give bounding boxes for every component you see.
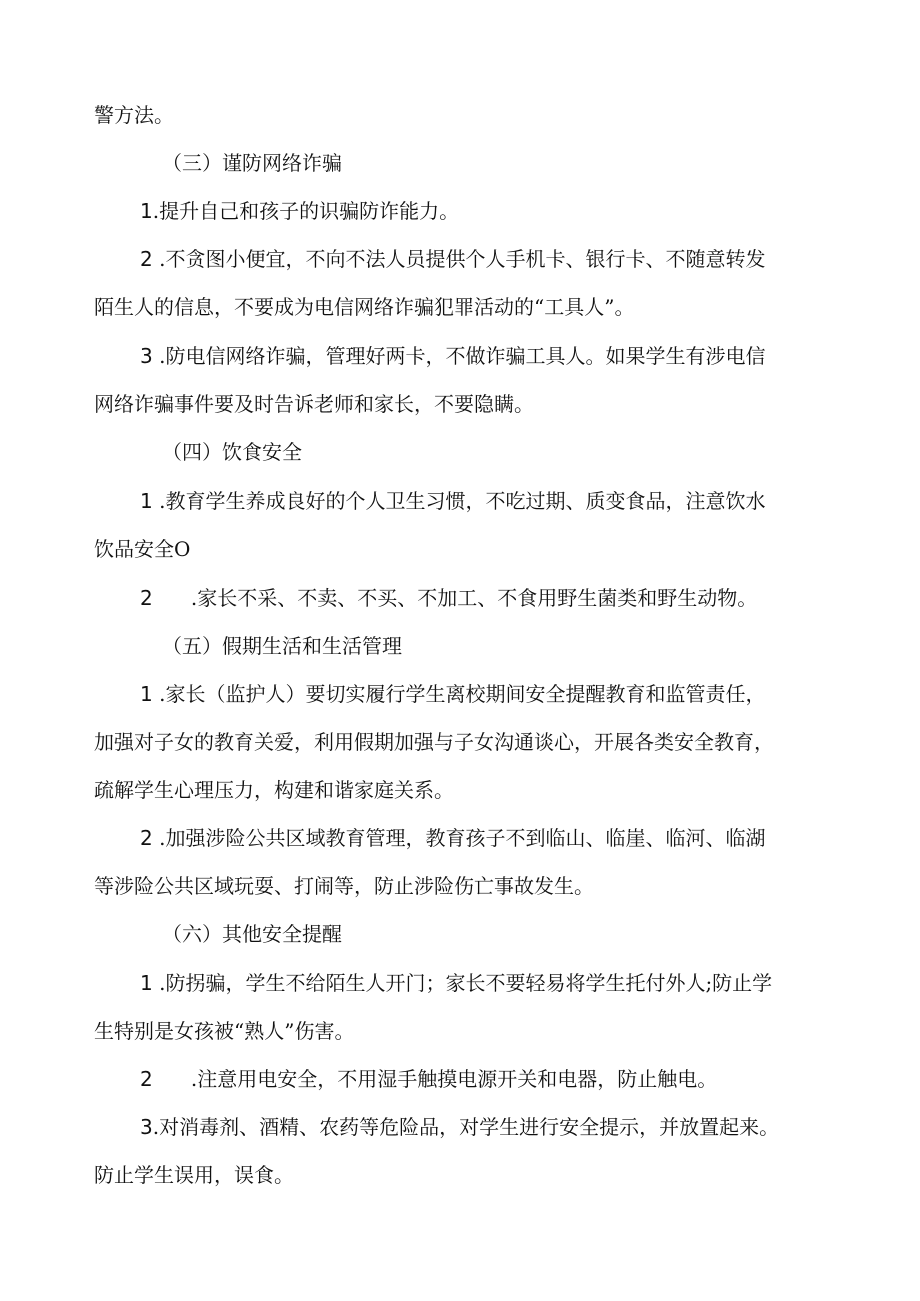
item-text: .加强涉险公共区域教育管理，教育孩子不到临山、临崖、临河、临湖 (152, 826, 766, 850)
list-item (0, 584, 920, 612)
item-number: 2 (140, 247, 153, 271)
section-heading (0, 438, 920, 466)
text-line (0, 535, 920, 563)
item-text: .注意用电安全，不用湿手触摸电源开关和电器，防止触电。 (152, 1067, 718, 1091)
section-heading (0, 920, 920, 948)
item-number: 2 (140, 826, 153, 850)
line-text: 等涉险公共区域玩耍、打闹等，防止涉险伤亡事故发生。 (94, 874, 594, 898)
item-text: .家长（监护人）要切实履行学生离校期间安全提醒教育和监管责任， (152, 682, 766, 706)
section-heading (0, 632, 920, 660)
item-text: .教育学生养成良好的个人卫生习惯，不吃过期、质变食品，注意饮水 (152, 489, 766, 513)
list-item (0, 245, 920, 273)
list-item (0, 197, 920, 225)
list-item (0, 824, 920, 852)
heading-text: （六）其他安全提醒 (162, 922, 342, 946)
line-text: 饮品安全O (94, 537, 191, 561)
text-line (0, 872, 920, 900)
line-text: 生特别是女孩被“熟人”伤害。 (94, 1019, 355, 1043)
text-line (0, 101, 920, 129)
item-text: .防拐骗，学生不给陌生人开门；家长不要轻易将学生托付外人;防止学 (152, 971, 773, 995)
line-text: 警方法。 (94, 103, 174, 127)
line-text: 陌生人的信息，不要成为电信网络诈骗犯罪活动的“工具人”。 (94, 295, 635, 319)
item-text: .家长不采、不卖、不买、不加工、不食用野生菌类和野生动物。 (152, 586, 758, 610)
item-number: 2 (140, 1067, 153, 1091)
item-text: .对消毒剂、酒精、农药等危险品，对学生进行安全提示，并放置起来。 (152, 1115, 780, 1139)
text-line (0, 728, 920, 756)
heading-text: （三）谨防网络诈骗 (162, 151, 342, 175)
list-item (0, 680, 920, 708)
text-line (0, 1161, 920, 1189)
item-number: 1 (140, 682, 153, 706)
list-item (0, 1065, 920, 1093)
section-heading (0, 149, 920, 177)
text-line (0, 1017, 920, 1045)
item-number: 3 (140, 1115, 153, 1139)
text-line (0, 390, 920, 418)
list-item (0, 969, 920, 997)
item-number: 2 (140, 586, 153, 610)
line-text: 网络诈骗事件要及时告诉老师和家长，不要隐瞒。 (94, 392, 534, 416)
item-number: 1 (140, 971, 153, 995)
item-number: 1 (140, 489, 153, 513)
line-text: 加强对子女的教育关爱，利用假期加强与子女沟通谈心，开展各类安全教育， (94, 730, 774, 754)
item-text: .不贪图小便宜，不向不法人员提供个人手机卡、银行卡、不随意转发 (152, 247, 766, 271)
list-item (0, 487, 920, 515)
text-line (0, 776, 920, 804)
text-line (0, 293, 920, 321)
list-item (0, 342, 920, 370)
line-text: 疏解学生心理压力，构建和谐家庭关系。 (94, 778, 454, 802)
item-text: .防电信网络诈骗，管理好两卡，不做诈骗工具人。如果学生有涉电信 (152, 344, 766, 368)
heading-text: （五）假期生活和生活管理 (162, 634, 402, 658)
list-item (0, 1113, 920, 1141)
item-number: 1 (140, 199, 153, 223)
item-number: 3 (140, 344, 153, 368)
heading-text: （四）饮食安全 (162, 440, 302, 464)
line-text: 防止学生误用，误食。 (94, 1163, 294, 1187)
item-text: .提升自己和孩子的识骗防诈能力。 (152, 199, 460, 223)
